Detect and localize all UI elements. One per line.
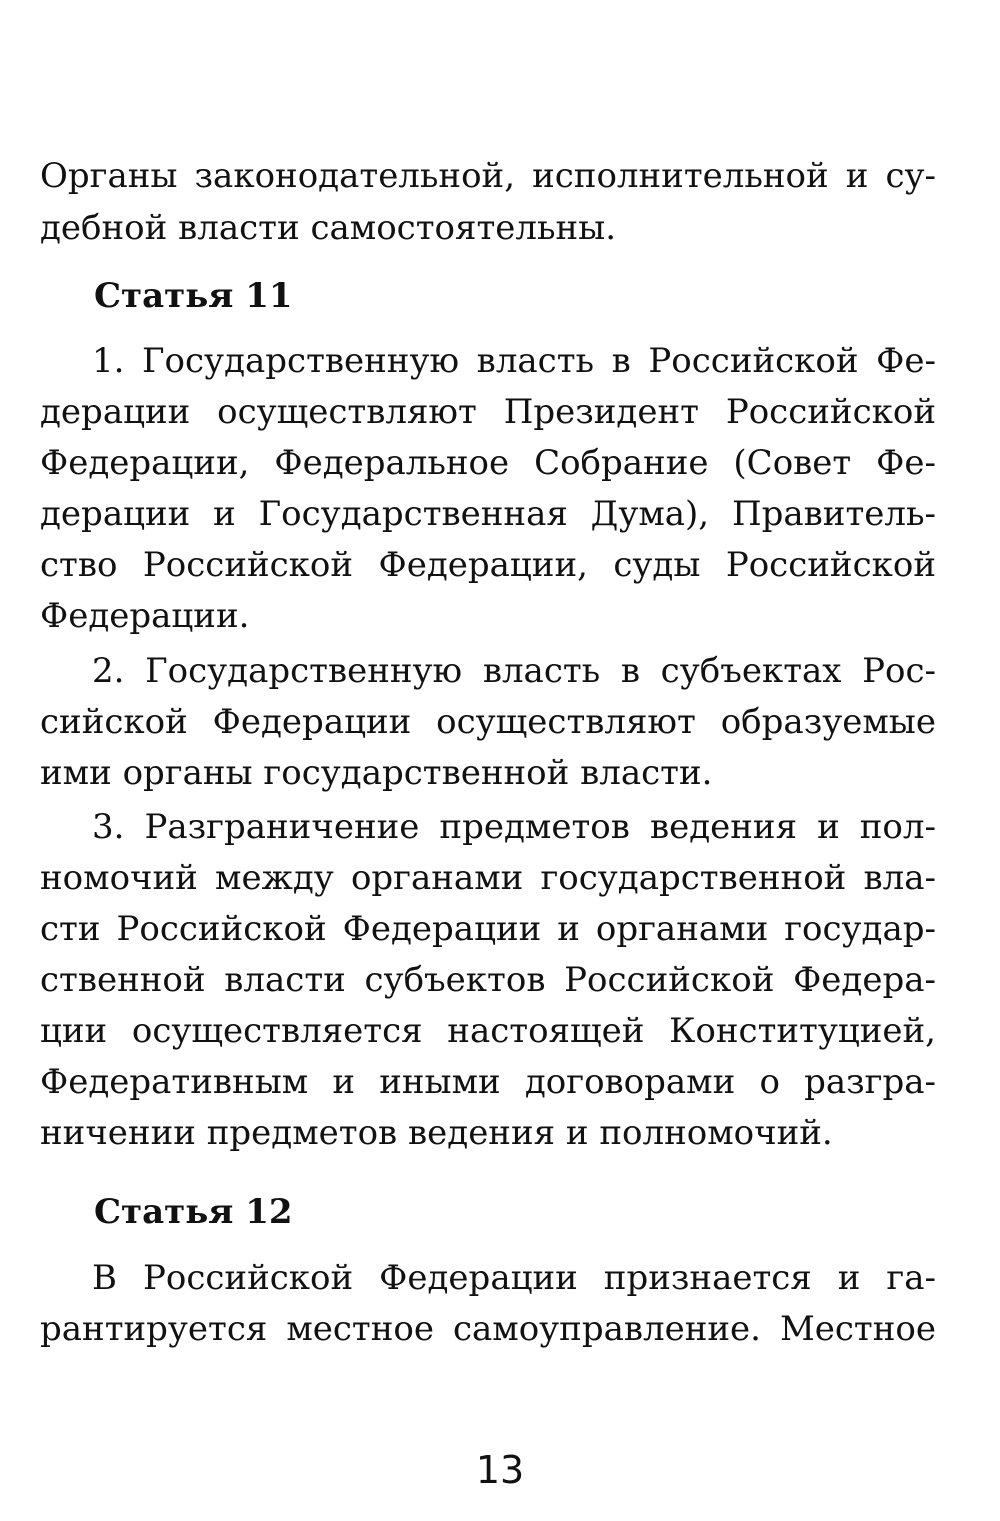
- paragraph-line: Федерации.: [40, 596, 250, 636]
- paragraph-line: 1. Государственную власть в Российской Фе-: [92, 341, 936, 381]
- paragraph-line: Органы законодательной, исполнительной и су-: [40, 156, 936, 196]
- paragraph-line: 2. Государственную власть в субъектах Рос-: [92, 651, 936, 691]
- article-heading: Статья 12: [94, 1192, 293, 1232]
- paragraph-line: сийской Федерации осуществляют образуемые: [40, 702, 936, 742]
- paragraph-line: ими органы государственной власти.: [40, 753, 713, 793]
- paragraph-line: ственной власти субъектов Российской Федера-: [40, 960, 936, 1000]
- paragraph-line: номочий между органами государственной вла-: [40, 858, 936, 898]
- paragraph-line: сти Российской Федерации и органами государ-: [40, 909, 936, 949]
- paragraph-line: ничении предметов ведения и полномочий.: [40, 1113, 833, 1153]
- paragraph-line: дерации осуществляют Президент Российской: [40, 392, 936, 432]
- paragraph-line: дебной власти самостоятельны.: [40, 208, 617, 248]
- page-number: 13: [475, 1448, 525, 1492]
- paragraph-line: Федерации, Федеральное Собрание (Совет Фе-: [40, 443, 936, 483]
- paragraph-line: Федеративным и иными договорами о разгра-: [40, 1062, 936, 1102]
- paragraph-line: ции осуществляется настоящей Конституцией,: [40, 1011, 936, 1051]
- article-heading: Статья 11: [94, 276, 293, 316]
- paragraph-line: ство Российской Федерации, суды Российской: [40, 545, 936, 585]
- paragraph-line: дерации и Государственная Дума), Правитель-: [40, 494, 936, 534]
- paragraph-line: рантируется местное самоуправление. Местное: [40, 1309, 936, 1349]
- paragraph-line: 3. Разграничение предметов ведения и пол-: [92, 807, 936, 847]
- paragraph-line: В Российской Федерации признается и га-: [92, 1258, 936, 1298]
